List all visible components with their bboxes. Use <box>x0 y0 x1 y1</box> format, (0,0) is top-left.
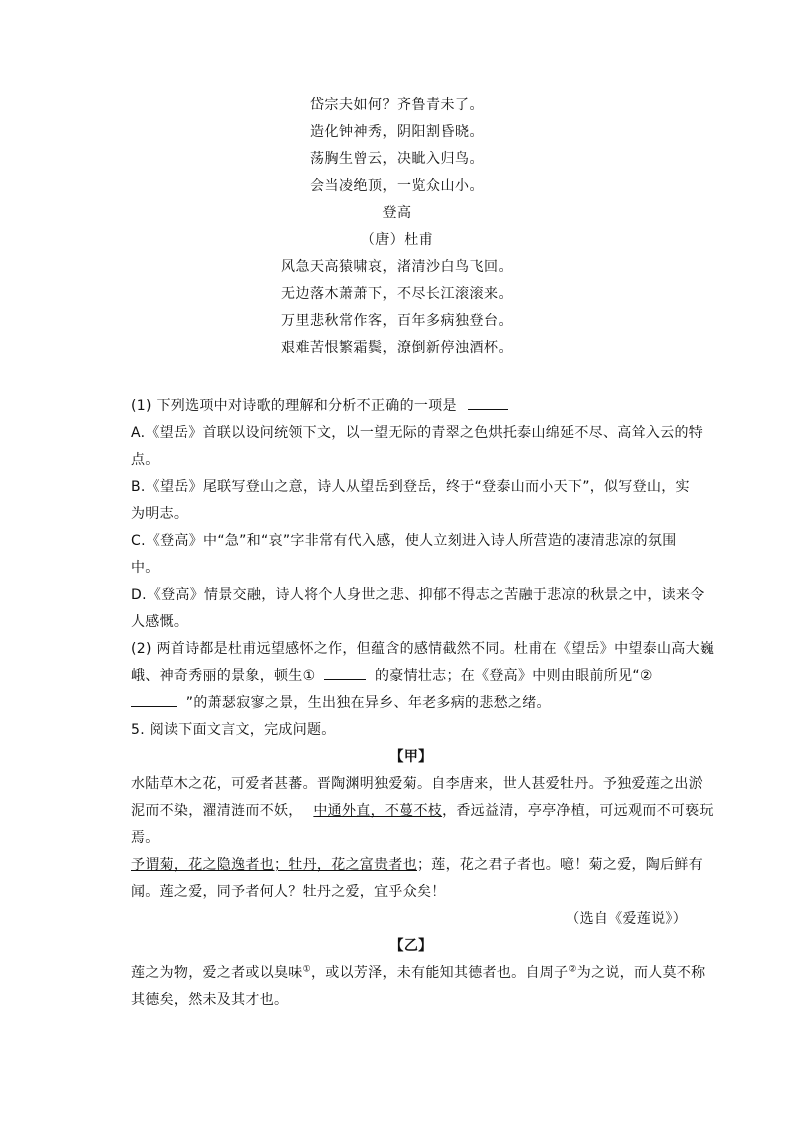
passage-yi-label: 【乙】 <box>389 938 433 954</box>
passage-text: ；莲，花之君子者也。噫！菊之爱，陶后鲜有 <box>417 857 703 873</box>
passage-text: ，或以芳泽，未有能知其德者也。自周子 <box>310 965 569 981</box>
poem-line: 艰难苦恨繁霜鬓，潦倒新停浊酒杯。 <box>281 340 513 356</box>
question-2-text: ”的萧瑟寂寥之景，生出独在异乡、年老多病的悲愁之绪。 <box>185 695 551 711</box>
passage-yi-line <box>131 960 706 987</box>
question-2-text: 的豪情壮志；在《登高》中则由眼前所见“② <box>374 668 653 684</box>
option-b-cont: 为明志。 <box>131 506 189 522</box>
poem-line: 风急天高猿啸哀，渚清沙白鸟飞回。 <box>281 259 513 275</box>
option-c: C.《登高》中“急”和“哀”字非常有代入感，使人立刻进入诗人所营造的凄清悲凉的氛围 <box>131 533 677 549</box>
answer-blank[interactable] <box>468 395 508 410</box>
poem-line: 无边落木萧萧下，不尽长江滚滚来。 <box>281 286 513 302</box>
option-b: B.《望岳》尾联写登山之意，诗人从望岳到登岳，终于“登泰山而小天下”，似写登山，实 <box>131 479 690 495</box>
passage-text: 泥而不染，濯清涟而不妖， <box>131 803 303 819</box>
footnote-marker: ① <box>302 964 311 975</box>
option-c-cont: 中。 <box>131 560 160 576</box>
answer-blank-1[interactable] <box>324 665 366 680</box>
passage-jia-line: 焉。 <box>131 830 160 846</box>
passage-jia-label: 【甲】 <box>389 749 433 765</box>
answer-blank-2[interactable] <box>131 692 177 707</box>
question-2-line-2 <box>131 663 691 690</box>
passage-jia-line: 闻。莲之爱，同予者何人？牡丹之爱，宜乎众矣！ <box>131 884 446 900</box>
poem-author: （唐）杜甫 <box>360 232 434 248</box>
passage-source: （选自《爱莲说》） <box>565 911 687 927</box>
passage-yi-line: 其德矣，然未及其才也。 <box>131 992 289 1008</box>
poem-line: 会当凌绝顶，一览众山小。 <box>310 178 484 194</box>
poem-line: 万里悲秋常作客，百年多病独登台。 <box>281 313 513 329</box>
questions-section <box>131 393 715 1014</box>
option-a-cont: 点。 <box>131 452 160 468</box>
passage-jia-line <box>131 852 703 879</box>
question-2-line-1: (2) 两首诗都是杜甫远望感怀之作，但蕴含的感情截然不同。杜甫在《望岳》中望泰山高大巍 <box>131 641 715 657</box>
question-5-intro: 5. 阅读下面文言文，完成问题。 <box>131 722 336 738</box>
question-1-text: (1) 下列选项中对诗歌的理解和分析不正确的一项是 <box>131 398 457 414</box>
option-a: A.《望岳》首联以设问统领下文，以一望无际的青翠之色烘托泰山绵延不尽、高耸入云的特 <box>131 425 704 441</box>
passage-text: ，香远益清，亭亭净植，可远观而不可亵玩 <box>442 803 714 819</box>
poem-wangyue-tail <box>0 92 794 362</box>
option-d: D.《登高》情景交融，诗人将个人身世之悲、抑郁不得志之苦融于悲凉的秋景之中，读来令 <box>131 587 705 603</box>
poem-line: 造化钟神秀，阴阳割昏晓。 <box>310 124 484 140</box>
underlined-phrase: 中通外直，不蔓不枝 <box>313 803 443 819</box>
option-d-cont: 人感慨。 <box>131 614 189 630</box>
passage-jia-line: 水陆草木之花，可爱者甚蕃。晋陶渊明独爱菊。自李唐来，世人甚爱牡丹。予独爱莲之出淤 <box>131 776 703 792</box>
poem-line: 岱宗夫如何？齐鲁青未了。 <box>310 97 484 113</box>
passage-text: 莲之为物，爱之者或以臭味 <box>131 965 303 981</box>
question-2-text: 峨、神奇秀丽的景象，顿生① <box>131 668 316 684</box>
question-1-stem <box>131 393 691 420</box>
poem-title: 登高 <box>382 205 412 221</box>
poem-line: 荡胸生曾云，决眦入归鸟。 <box>310 151 484 167</box>
passage-jia-line <box>131 798 714 825</box>
passage-text: 为之说，而人莫不称 <box>576 965 706 981</box>
underlined-sentence: 予谓菊，花之隐逸者也；牡丹，花之富贵者也 <box>131 857 417 873</box>
question-2-line-3 <box>131 690 691 717</box>
footnote-marker: ② <box>568 964 577 975</box>
